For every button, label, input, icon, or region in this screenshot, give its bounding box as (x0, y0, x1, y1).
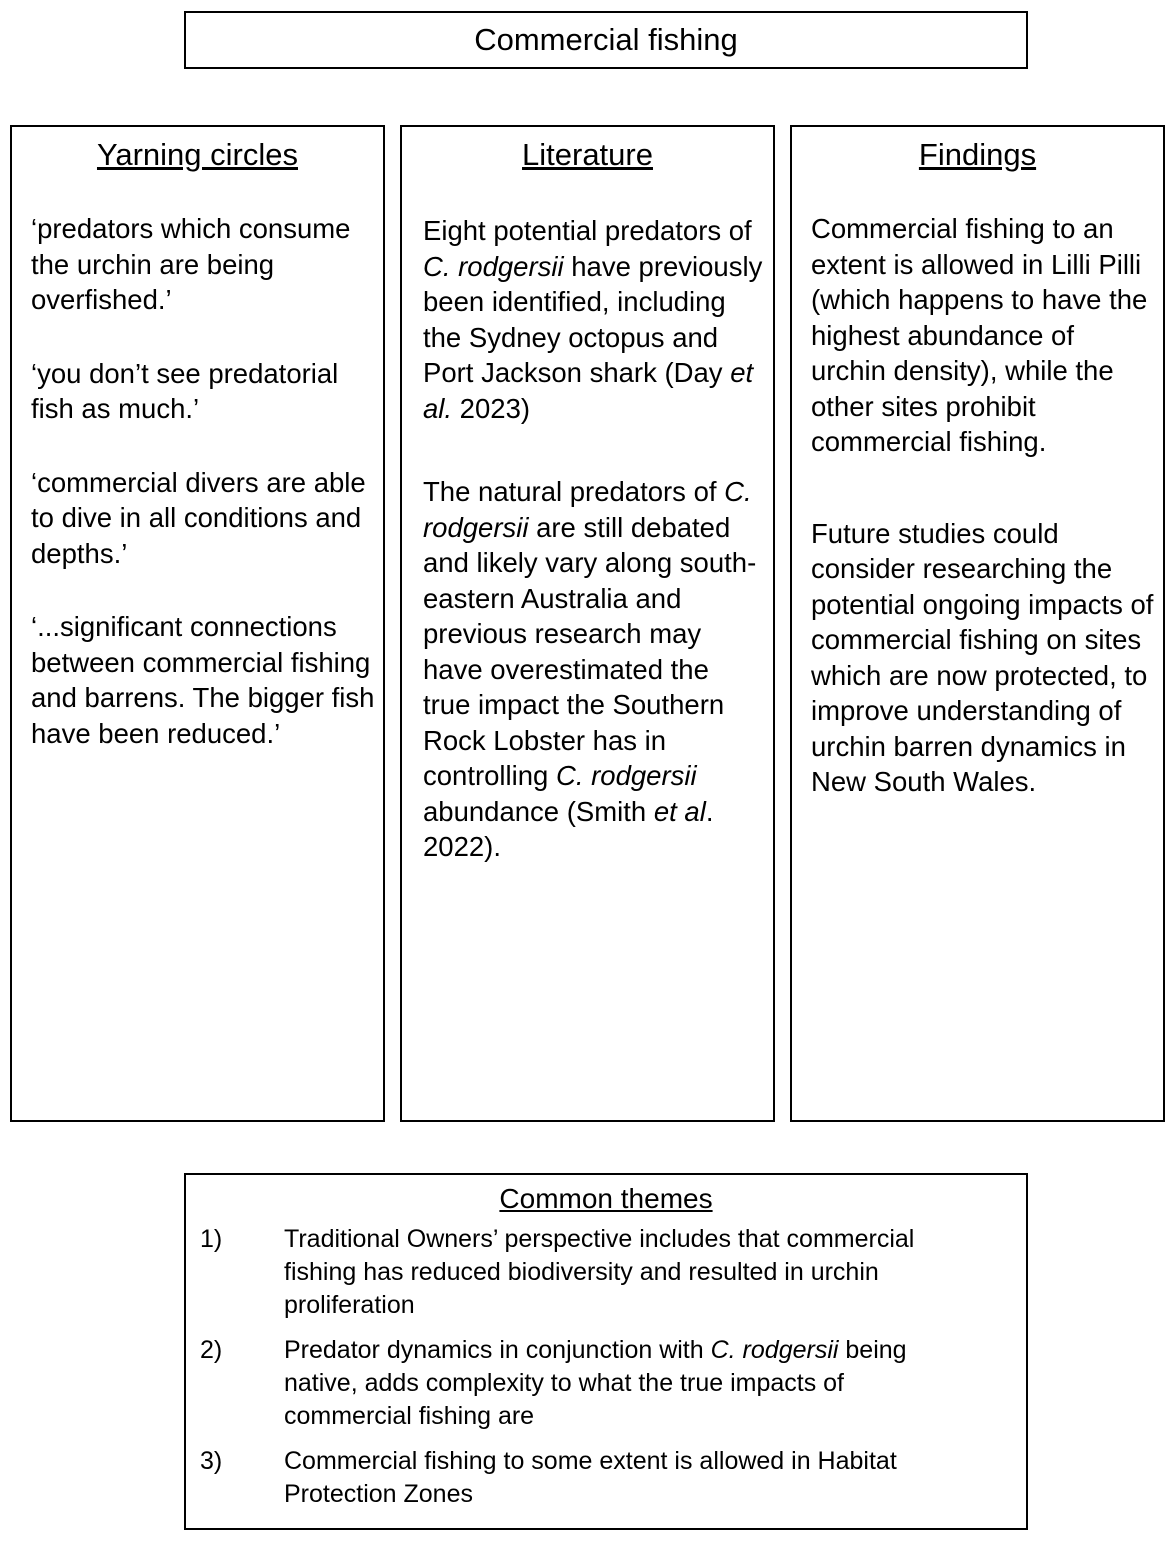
theme-item-2 (200, 1334, 1000, 1433)
yarning-circles-panel (10, 125, 385, 1122)
findings-heading: Findings (918, 137, 1037, 172)
findings-paragraph-2: Future studies could consider researching the potential ongoing impacts of commercial fishing on sites which are now protected, to improve understanding of urchin barren dynamics in New South Wales. (811, 517, 1154, 797)
theme-item-1 (200, 1223, 1000, 1322)
common-themes-heading: Common themes (499, 1183, 713, 1214)
title-text: Commercial fishing (474, 22, 738, 57)
literature-body (423, 213, 763, 865)
findings-panel (790, 125, 1165, 1122)
literature-paragraph-1: Eight potential predators of C. rodgersii have previously been identified, including the Sydney octopus and Port Jackson shark (Day et al. 2023) (423, 215, 763, 424)
theme-item-3 (200, 1445, 1000, 1511)
quote-4: ‘...significant connections between commercial fishing and barrens. The bigger fish have been reduced.’ (31, 611, 375, 749)
theme-number: 3) (200, 1447, 223, 1475)
theme-text: Predator dynamics in conjunction with C. rodgersii being native, adds complexity to what the true impacts of commercial fishing are (284, 1336, 907, 1430)
yarning-circles-body (31, 211, 376, 751)
quote-3: ‘commercial divers are able to dive in all conditions and depths.’ (31, 466, 366, 569)
theme-number: 2) (200, 1336, 223, 1364)
literature-panel (400, 125, 775, 1122)
findings-body (811, 211, 1156, 800)
theme-number: 1) (200, 1225, 223, 1253)
themes-list (200, 1223, 1000, 1511)
quote-2: ‘you don’t see predatorial fish as much.’ (31, 357, 339, 424)
literature-heading: Literature (522, 137, 653, 172)
theme-text: Traditional Owners’ perspective includes that commercial fishing has reduced biodiversity and resulted in urchin proliferation (284, 1225, 915, 1319)
findings-paragraph-1: Commercial fishing to an extent is allowed in Lilli Pilli (which happens to have the highest abundance of urchin density), while the other sites prohibit commercial fishing. (811, 213, 1148, 457)
common-themes-panel (184, 1173, 1028, 1530)
yarning-circles-heading: Yarning circles (96, 137, 298, 172)
theme-text: Commercial fishing to some extent is allowed in Habitat Protection Zones (284, 1447, 897, 1508)
quote-1: ‘predators which consume the urchin are being overfished.’ (31, 213, 351, 315)
literature-paragraph-2: The natural predators of C. rodgersii are still debated and likely vary along south-eastern Australia and previous research may have overestimated the true impact the Southern Rock Lobster has in controlling C. rodgersii abundance (Smith et al. 2022). (423, 476, 757, 862)
diagram-title (184, 11, 1028, 69)
